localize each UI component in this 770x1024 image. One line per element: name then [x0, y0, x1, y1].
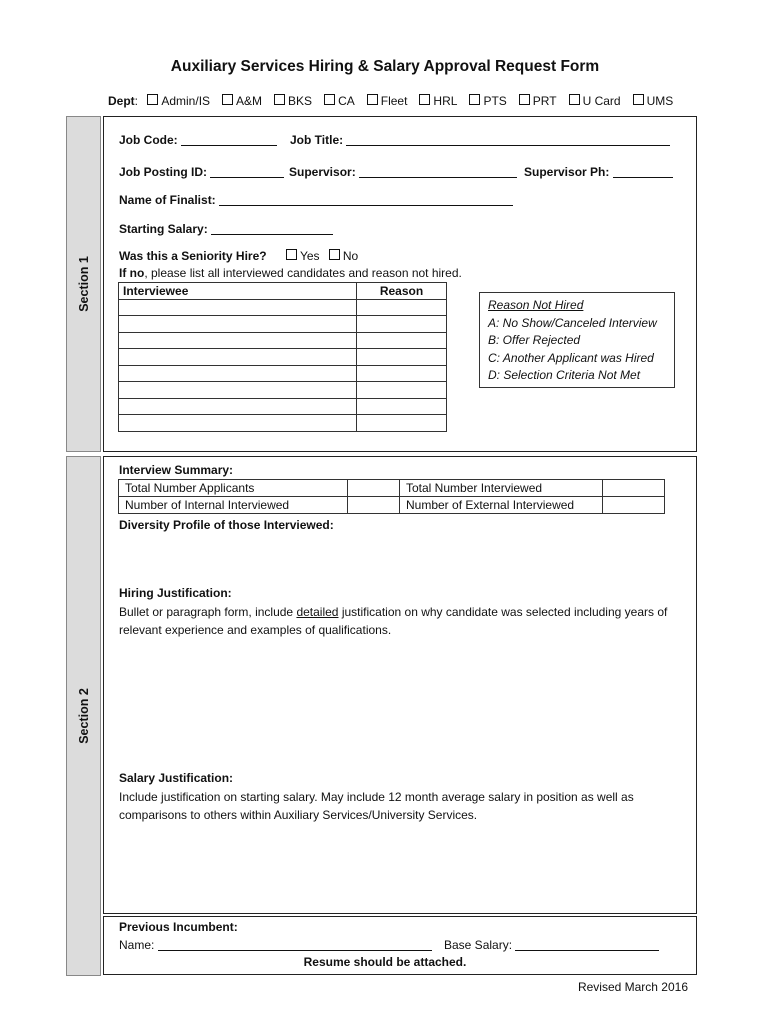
starting-salary-line[interactable] [211, 222, 333, 235]
dept-option-label: PTS [483, 94, 507, 108]
dept-label: Dept [108, 94, 135, 108]
finalist-label: Name of Finalist: [119, 193, 216, 207]
form-title: Auxiliary Services Hiring & Salary Approval Request Form [170, 58, 600, 75]
reason-item: B: Offer Rejected [488, 333, 581, 347]
dept-option-label: Admin/IS [161, 94, 211, 108]
interviewee-cell[interactable] [119, 332, 357, 349]
job-title-field[interactable] [290, 133, 670, 147]
dept-option[interactable] [361, 94, 408, 108]
job-posting-label: Job Posting ID: [119, 165, 207, 179]
finalist-field[interactable] [119, 193, 513, 207]
dept-option-label: Fleet [380, 94, 408, 108]
yes-checkbox[interactable] [286, 249, 297, 260]
job-code-line[interactable] [181, 133, 277, 146]
interviewee-cell[interactable] [119, 398, 357, 415]
total-interviewed-label: Total Number Interviewed [400, 480, 603, 497]
job-title-line[interactable] [346, 133, 670, 146]
section-1-sidebar [66, 116, 101, 452]
total-applicants-value[interactable] [348, 480, 400, 497]
external-interviewed-label: Number of External Interviewed [400, 497, 603, 514]
hiring-justification-text: Bullet or paragraph form, include detailed justification on why candidate was selected including years of relevant experience and examples of qualifications. [119, 605, 668, 637]
dept-option[interactable] [563, 94, 621, 108]
no-label: No [342, 249, 359, 263]
if-no-rest: , please list all interviewed candidates and reason not hired. [144, 266, 462, 280]
section-2-sidebar [66, 456, 101, 976]
dept-option[interactable] [268, 94, 312, 108]
hiring-justification-title: Hiring Justification: [119, 586, 232, 600]
job-code-label: Job Code: [119, 133, 178, 147]
reason-cell[interactable] [357, 398, 447, 415]
interviewee-cell[interactable] [119, 382, 357, 399]
interviewee-cell[interactable] [119, 365, 357, 382]
reason-cell[interactable] [357, 382, 447, 399]
dept-checkbox[interactable] [469, 94, 480, 105]
finalist-line[interactable] [219, 193, 513, 206]
supervisor-ph-field[interactable] [524, 165, 673, 179]
dept-option-label: PRT [532, 94, 557, 108]
section-2-label: Section 2 [76, 688, 91, 744]
resume-note: Resume should be attached. [303, 955, 467, 969]
supervisor-ph-label: Supervisor Ph: [524, 165, 610, 179]
candidate-row [119, 349, 447, 366]
candidate-row [119, 299, 447, 316]
incumbent-name-line[interactable] [158, 938, 432, 951]
section-1-label: Section 1 [76, 256, 91, 312]
if-no-instruction [119, 266, 462, 280]
interviewee-cell[interactable] [119, 349, 357, 366]
dept-option-label: A&M [236, 94, 263, 108]
reason-header: Reason [357, 283, 447, 300]
total-applicants-label: Total Number Applicants [119, 480, 348, 497]
reason-item: C: Another Applicant was Hired [488, 350, 654, 365]
dept-checkbox[interactable] [633, 94, 644, 105]
dept-option[interactable] [141, 94, 210, 108]
yes-label: Yes [299, 249, 320, 263]
candidates-table [118, 282, 447, 432]
reason-cell[interactable] [357, 349, 447, 366]
incumbent-name-label: Name: [119, 938, 155, 952]
dept-option[interactable] [463, 94, 506, 108]
salary-justification-title: Salary Justification: [119, 771, 234, 785]
dept-checkbox[interactable] [324, 94, 335, 105]
salary-justification-text: Include justification on starting salary. May include 12 month average salary in position as well as comparisons to others within Auxiliary Services/University Services. [119, 790, 634, 822]
internal-interviewed-value[interactable] [348, 497, 400, 514]
reason-not-hired-box [479, 292, 675, 388]
candidate-row [119, 365, 447, 382]
total-interviewed-value[interactable] [603, 480, 665, 497]
reason-cell[interactable] [357, 316, 447, 333]
reason-cell[interactable] [357, 365, 447, 382]
starting-salary-field[interactable] [119, 222, 333, 236]
dept-checkbox[interactable] [147, 94, 158, 105]
dept-option[interactable] [318, 94, 355, 108]
base-salary-label: Base Salary: [444, 938, 513, 952]
interview-summary-table [118, 479, 665, 514]
job-posting-field[interactable] [119, 165, 284, 179]
dept-option-label: CA [338, 94, 355, 108]
starting-salary-label: Starting Salary: [119, 222, 208, 236]
dept-checkbox[interactable] [569, 94, 580, 105]
reason-box-title: Reason Not Hired [488, 298, 584, 312]
dept-option-label: UMS [646, 94, 674, 108]
seniority-row [119, 249, 358, 263]
interviewee-header: Interviewee [119, 283, 357, 300]
reason-cell[interactable] [357, 299, 447, 316]
dept-option[interactable] [627, 94, 674, 108]
base-salary-field[interactable] [444, 938, 659, 952]
seniority-question: Was this a Seniority Hire? [119, 249, 267, 263]
supervisor-field[interactable] [289, 165, 517, 179]
job-title-label: Job Title: [290, 133, 344, 147]
candidate-row [119, 398, 447, 415]
dept-row: Dept: Admin/IS A&M BKS CA Fleet HRL PTS PRT U Card UMS [108, 94, 674, 108]
no-checkbox[interactable] [329, 249, 340, 260]
dept-option-label: U Card [582, 94, 621, 108]
incumbent-title: Previous Incumbent: [119, 920, 238, 934]
dept-option[interactable] [216, 94, 262, 108]
dept-option-label: BKS [288, 94, 313, 108]
supervisor-label: Supervisor: [289, 165, 356, 179]
internal-interviewed-label: Number of Internal Interviewed [119, 497, 348, 514]
revised-date: Revised March 2016 [577, 980, 688, 994]
interviewee-cell[interactable] [119, 299, 357, 316]
candidate-row [119, 332, 447, 349]
supervisor-ph-line[interactable] [613, 165, 673, 178]
dept-option[interactable] [413, 94, 457, 108]
dept-checkbox[interactable] [222, 94, 233, 105]
reason-cell[interactable] [357, 332, 447, 349]
dept-checkbox[interactable] [367, 94, 378, 105]
external-interviewed-value[interactable] [603, 497, 665, 514]
dept-option[interactable] [513, 94, 557, 108]
incumbent-name-field[interactable] [119, 938, 432, 952]
dept-checkbox[interactable] [519, 94, 530, 105]
base-salary-line[interactable] [515, 938, 659, 951]
supervisor-line[interactable] [359, 165, 517, 178]
interviewee-cell[interactable] [119, 316, 357, 333]
reason-cell[interactable] [357, 415, 447, 432]
candidate-row [119, 382, 447, 399]
reason-item: A: No Show/Canceled Interview [488, 315, 657, 330]
interviewee-cell[interactable] [119, 415, 357, 432]
interview-summary-title: Interview Summary: [119, 463, 234, 477]
dept-option-label: HRL [433, 94, 458, 108]
diversity-label: Diversity Profile of those Interviewed: [119, 518, 334, 532]
job-code-field[interactable] [119, 133, 277, 147]
candidate-row [119, 415, 447, 432]
reason-item: D: Selection Criteria Not Met [488, 368, 641, 382]
dept-checkbox[interactable] [274, 94, 285, 105]
job-posting-line[interactable] [210, 165, 284, 178]
dept-checkbox[interactable] [419, 94, 430, 105]
if-no-bold: If no [119, 266, 145, 280]
candidate-row [119, 316, 447, 333]
